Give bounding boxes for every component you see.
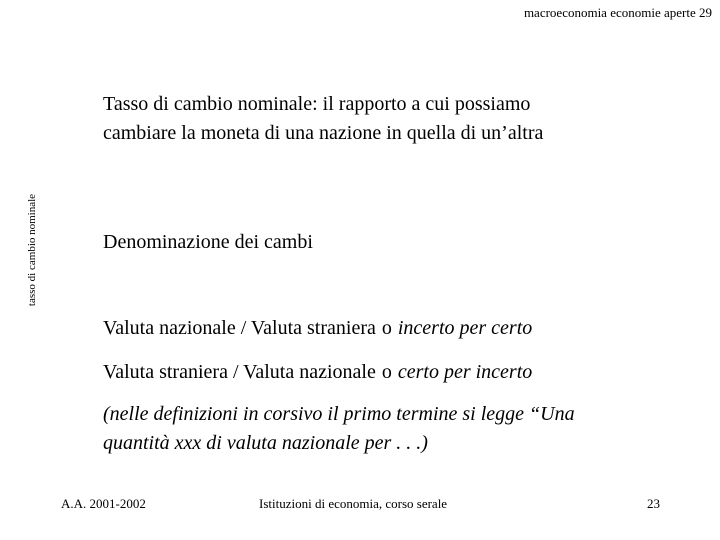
quote-ratio: Valuta straniera / Valuta nazionale bbox=[103, 361, 376, 383]
quote-name: certo per incerto bbox=[397, 361, 533, 383]
definition-paragraph bbox=[103, 90, 703, 148]
quote-line-incerto-per-certo bbox=[103, 314, 703, 343]
footer-academic-year: A.A. 2001-2002 bbox=[61, 496, 146, 511]
quote-line-certo-per-incerto bbox=[103, 358, 703, 387]
note-line2: quantità xxx di valuta nazionale per . . .) bbox=[103, 432, 428, 454]
footer-page-number: 23 bbox=[647, 496, 660, 511]
footer-course-title: Istituzioni di economia, corso serale bbox=[259, 496, 448, 511]
definition-text-line1: : il rapporto a cui possiamo bbox=[312, 93, 531, 115]
definition-term: Tasso di cambio nominale bbox=[103, 93, 313, 115]
note-line1: (nelle definizioni in corsivo il primo termine si legge “Una bbox=[103, 403, 575, 425]
definition-text-line2: cambiare la moneta di una nazione in quella di un’altra bbox=[103, 122, 544, 144]
quote-name: incerto per certo bbox=[397, 317, 533, 339]
section-title: Denominazione dei cambi bbox=[103, 231, 313, 253]
vertical-side-label: tasso di cambio nominale bbox=[26, 193, 38, 307]
running-header: macroeconomia economie aperte 29 bbox=[523, 5, 712, 20]
italic-note bbox=[103, 400, 703, 458]
quote-connector: o bbox=[381, 317, 392, 339]
quote-ratio: Valuta nazionale / Valuta straniera bbox=[103, 317, 376, 339]
quote-connector: o bbox=[381, 361, 392, 383]
